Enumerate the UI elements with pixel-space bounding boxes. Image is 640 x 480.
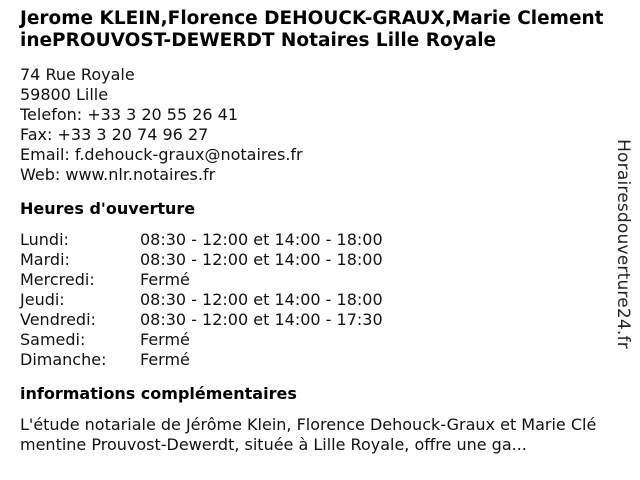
hours-day: Samedi:: [20, 330, 86, 349]
website: Web: www.nlr.notaires.fr: [20, 165, 216, 184]
hours-day: Lundi:: [20, 230, 69, 249]
hours-time: 08:30 - 12:00 et 14:00 - 18:00: [140, 250, 383, 269]
hours-day: Mercredi:: [20, 270, 95, 289]
hours-day: Mardi:: [20, 250, 70, 269]
fax-number: Fax: +33 3 20 74 96 27: [20, 125, 209, 144]
hours-time: 08:30 - 12:00 et 14:00 - 18:00: [140, 290, 383, 309]
email-address: Email: f.dehouck-graux@notaires.fr: [20, 145, 303, 164]
hours-row-vendredi: [20, 310, 605, 330]
opening-hours-heading: Heures d'ouverture: [20, 199, 196, 218]
opening-hours-table: [20, 230, 605, 370]
hours-time: Fermé: [140, 330, 190, 349]
hours-time: 08:30 - 12:00 et 14:00 - 17:30: [140, 310, 383, 329]
hours-day: Jeudi:: [20, 290, 65, 309]
phone-number: Telefon: +33 3 20 55 26 41: [20, 105, 239, 124]
hours-time: 08:30 - 12:00 et 14:00 - 18:00: [140, 230, 383, 249]
hours-time: Fermé: [140, 350, 190, 369]
hours-day: Vendredi:: [20, 310, 96, 329]
hours-row-jeudi: [20, 290, 605, 310]
hours-row-mercredi: [20, 270, 605, 290]
address-block: [20, 65, 605, 185]
hours-row-mardi: [20, 250, 605, 270]
hours-row-samedi: [20, 330, 605, 350]
street-address: 74 Rue Royale: [20, 65, 135, 84]
additional-info-heading: informations complémentaires: [20, 384, 297, 403]
site-watermark: [610, 134, 636, 354]
city-postcode: 59800 Lille: [20, 85, 109, 104]
hours-time: Fermé: [140, 270, 190, 289]
hours-row-dimanche: [20, 350, 605, 370]
notary-details: [20, 8, 605, 455]
additional-info-text: L'étude notariale de Jérôme Klein, Florence Dehouck-Graux et Marie Clémentine Prouvost-Dewerdt, située à Lille Royale, offre une ga...: [20, 415, 597, 454]
hours-day: Dimanche:: [20, 350, 107, 369]
site-watermark-text: Horairesdouverture24.fr: [613, 139, 633, 349]
hours-row-lundi: [20, 230, 605, 250]
page-title: Jerome KLEIN,Florence DEHOUCK-GRAUX,Marie ClementinePROUVOST-DEWERDT Notaires Lille Royale: [20, 8, 604, 51]
